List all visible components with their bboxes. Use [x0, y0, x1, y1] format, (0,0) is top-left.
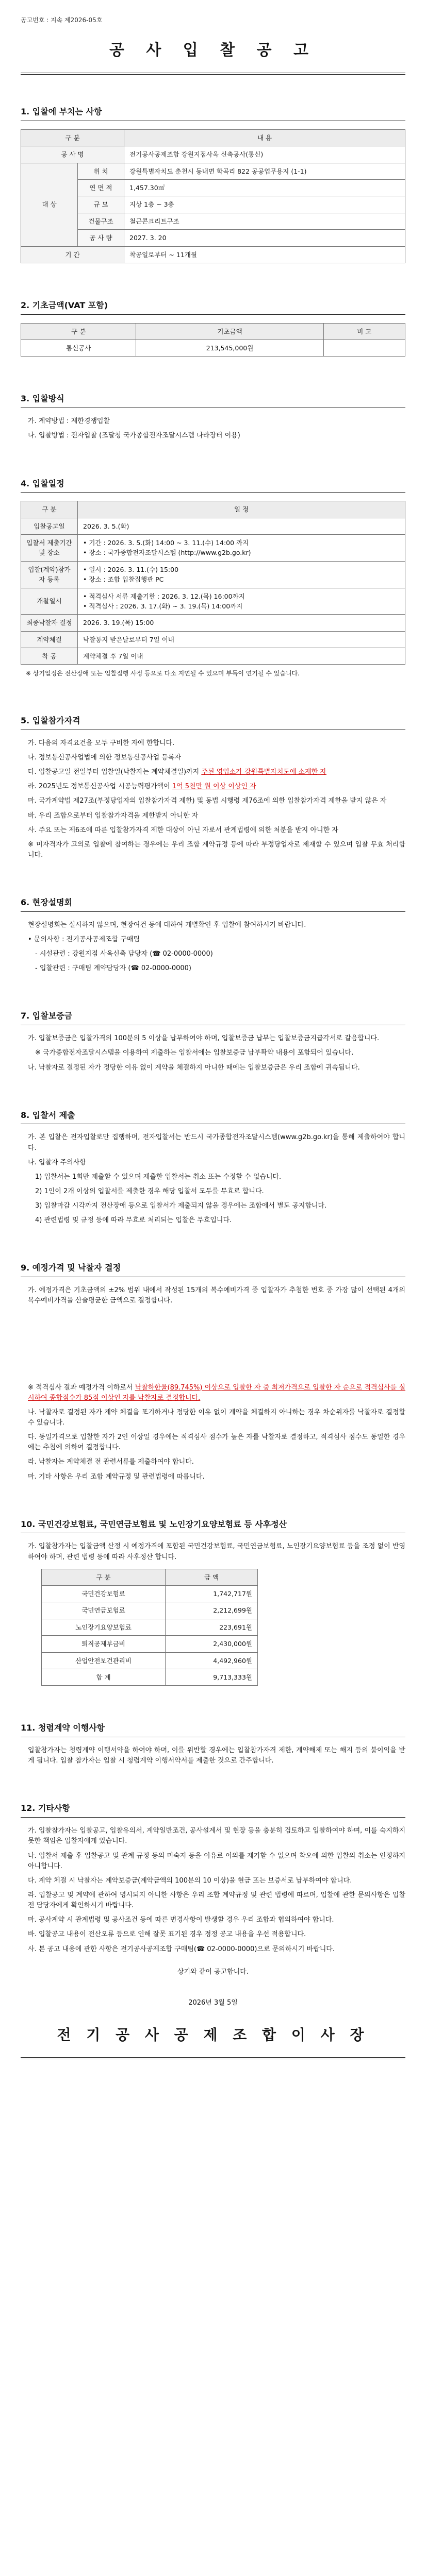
section-heading: 12. 기타사항: [21, 1803, 70, 1814]
list-item: 다. 동일가격으로 입찰한 자가 2인 이상일 경우에는 적격심사 점수가 높은 자를 낙찰자로 결정하고, 적격심사 점수도 동일한 경우에는 추첨에 의하여 결정합니다.: [28, 1433, 405, 1452]
list-item: 3) 입찰마감 시각까지 전산장애 등으로 입찰서가 제출되지 않을 경우에는 조합에서 별도 공지합니다.: [35, 1202, 327, 1210]
schedule-table: [21, 501, 405, 665]
list-item: 나. 정보통신공사업법에 의한 정보통신공사업 등록자: [28, 753, 181, 761]
list-item: [21, 1383, 405, 1403]
insurance-table: [41, 1569, 258, 1686]
list-item: 마. 국가계약법 제27조(부정당업자의 입찰참가자격 제한) 및 동법 시행령 제76조에 의한 입찰참가자격 제한을 받지 않은 자: [28, 797, 387, 805]
section-integrity: [21, 1722, 405, 1766]
sub-label: 규 모: [78, 196, 124, 213]
section-bid-submission: [21, 1109, 405, 1226]
list-item: ※ 미자격자가 고의로 입찰에 참여하는 경우에는 우리 조합 계약규정 등에 따라 부정당업자로 제재할 수 있으며 입찰 무효 처리합니다.: [28, 840, 405, 859]
section-heading: 6. 현장설명회: [21, 897, 73, 908]
row-amount: 213,545,000원: [136, 340, 323, 357]
sub-label: 건물구조: [78, 213, 124, 229]
list-item: 입찰참가자는 청렴계약 이행서약을 하여야 하며, 이를 위반할 경우에는 입찰참가자격 제한, 계약해제 또는 해지 등의 불이익을 받게 됩니다. 입찰 참가자는 입찰 시 청렴계약 이행서약서를 제출한 것으로 간주합니다.: [28, 1747, 405, 1765]
row-value: 착공일로부터 ~ 11개월: [124, 246, 405, 263]
list-item: 가. 다음의 자격요건을 모두 구비한 자에 한합니다.: [28, 739, 175, 747]
sub-value: 2027. 3. 20: [124, 230, 405, 246]
fee-total-label: 합 계: [42, 1669, 166, 1685]
schedule-note: ※ 상기일정은 전산장애 또는 입찰집행 사정 등으로 다소 지연될 수 있으며 부득이 연기될 수 있습니다.: [26, 670, 300, 677]
row-value: • 일시 : 2026. 3. 11.(수) 15:00 • 장소 : 조합 입찰집행관 PC: [78, 561, 405, 588]
list-item: 현장설명회는 실시하지 않으며, 현장여건 등에 대하여 개별확인 후 입찰에 참여하시기 바랍니다.: [28, 921, 306, 929]
table-header: 비 고: [323, 323, 405, 340]
list-item: ※ 국가종합전자조달시스템을 이용하여 제출하는 입찰서에는 입찰보증금 납부확약 내용이 포함되어 있습니다.: [35, 1049, 354, 1057]
row-value: • 적격심사 서류 제출기한 : 2026. 3. 12.(목) 16:00까지 • 적격심사 : 2026. 3. 17.(화) ~ 3. 19.(목) 14:00까지: [78, 588, 405, 615]
highlighted-text: 주된 영업소가 강원특별자치도에 소재한 자: [201, 768, 326, 776]
closing-text: 상기와 같이 공고합니다.: [177, 1968, 249, 1976]
table-header: 구 분: [21, 323, 136, 340]
sub-label: 공 사 량: [78, 230, 124, 246]
section-eligibility: [21, 715, 405, 860]
row-value: 계약체결 후 7일 이내: [78, 648, 405, 665]
section-heading: 7. 입찰보증금: [21, 1011, 73, 1021]
section-heading: 2. 기초금액(VAT 포함): [21, 300, 108, 310]
section-site-briefing: [21, 896, 405, 974]
sub-value: 지상 1층 ~ 3층: [124, 196, 405, 213]
list-item: [21, 767, 405, 777]
fee-amount: 1,742,717원: [166, 1586, 258, 1602]
list-item: 바. 입찰공고 내용이 전산오류 등으로 인해 잘못 표기된 경우 정정 공고 내용을 우선 적용합니다.: [28, 1930, 306, 1939]
page-title: 공 사 입 찰 공 고: [109, 41, 317, 59]
list-item: 2) 1인이 2개 이상의 입찰서를 제출한 경우 해당 입찰서 모두를 무효로 합니다.: [35, 1188, 264, 1196]
base-amount-table: [21, 323, 405, 357]
section-divider: [21, 314, 405, 315]
notice-number: 공고번호 : 지속 제2026-05호: [21, 16, 103, 24]
row-label: 착 공: [21, 648, 78, 665]
fee-label: 퇴직공제부금비: [42, 1636, 166, 1652]
notice-date: 2026년 3월 5일: [188, 1998, 238, 2007]
sub-label: 위 치: [78, 163, 124, 179]
section-heading: 4. 입찰일정: [21, 478, 64, 488]
section-insurance: [21, 1518, 405, 1686]
list-item: - 입찰관련 : 구매팀 계약담당자 (☎ 02-0000-0000): [35, 964, 191, 973]
table-header: 기초금액: [136, 323, 323, 340]
list-item: 라. 낙찰자는 계약체결 전 관련서류를 제출하여야 합니다.: [28, 1458, 194, 1466]
list-item: [21, 782, 405, 792]
list-item: 마. 기타 사항은 우리 조합 계약규정 및 관련법령에 따릅니다.: [28, 1472, 205, 1481]
list-item: 가. 입찰보증금은 입찰가격의 100분의 5 이상을 납부하여야 하며, 입찰보증금 납부는 입찰보증금지급각서로 갈음합니다.: [28, 1035, 380, 1043]
list-item: 나. 입찰자 주의사항: [28, 1158, 86, 1166]
blank-area: [21, 1311, 405, 1383]
list-item: 나. 입찰서 제출 후 입찰공고 및 관계 규정 등의 미숙지 등을 이유로 이의를 제기할 수 없으며 착오에 의한 입찰의 취소는 인정하지 아니합니다.: [28, 1852, 405, 1870]
section-divider: [21, 911, 405, 912]
list-item: 가. 계약방법 : 제한경쟁입찰: [28, 417, 110, 426]
list-item: 나. 입찰방법 : 전자입찰 (조달청 국가종합전자조달시스템 나라장터 이용): [28, 432, 240, 440]
row-value: 2026. 3. 5.(화): [78, 518, 405, 534]
section-bid-items: [21, 106, 405, 263]
list-item: 1) 입찰서는 1회만 제출할 수 있으며 제출한 입찰서는 취소 또는 수정할 수 없습니다.: [35, 1173, 282, 1181]
list-item: 가. 본 입찰은 전자입찰로만 집행하며, 전자입찰서는 반드시 국가종합전자조달시스템(www.g2b.go.kr)을 통해 제출하여야 합니다.: [28, 1133, 405, 1152]
fee-amount: 2,430,000원: [166, 1636, 258, 1652]
fee-total-amount: 9,713,333원: [166, 1669, 258, 1685]
row-label: 공 사 명: [21, 146, 124, 163]
row-value: • 기간 : 2026. 3. 5.(화) 14:00 ~ 3. 11.(수) 14:00 까지 • 장소 : 국가종합전자조달시스템 (http://www.g2b.go.kr): [78, 535, 405, 562]
list-item: - 시설관련 : 강원지점 사옥신축 담당자 (☎ 02-0000-0000): [35, 950, 213, 958]
sub-value: 강원특별자치도 춘천시 동내면 학곡리 822 공공업무용지 (1-1): [124, 163, 405, 179]
list-item: 사. 주요 또는 제6조에 따른 입찰참가자격 제한 대상이 아닌 자로서 관계법령에 의한 처분을 받지 아니한 자: [28, 826, 338, 834]
table-header: 금 액: [166, 1569, 258, 1585]
fee-amount: 4,492,960원: [166, 1652, 258, 1669]
fee-label: 국민연금보험료: [42, 1602, 166, 1619]
row-label: 계약체결: [21, 631, 78, 648]
list-item: 나. 낙찰자로 결정된 자가 정당한 이유 없이 계약을 체결하지 아니한 때에는 입찰보증금은 우리 조합에 귀속됩니다.: [28, 1063, 360, 1072]
row-label: 통신공사: [21, 340, 136, 357]
table-header: 일 정: [78, 501, 405, 518]
section-divider: [21, 1817, 405, 1818]
table-header: 내 용: [124, 129, 405, 146]
list-item: 4) 관련법령 및 규정 등에 따라 무효로 처리되는 입찰은 무효입니다.: [35, 1216, 232, 1225]
fee-label: 노인장기요양보험료: [42, 1619, 166, 1635]
highlighted-text: 1억 5천만 원 이상 이상인 자: [172, 783, 256, 791]
row-label: 기 간: [21, 246, 124, 263]
row-value: 2026. 3. 19.(목) 15:00: [78, 615, 405, 631]
sub-value: 1,457.30㎡: [124, 180, 405, 196]
section-heading: 9. 예정가격 및 낙찰자 결정: [21, 1263, 121, 1273]
list-item: 가. 입찰참가자는 입찰공고, 입찰유의서, 계약일반조건, 공사설계서 및 현장 등을 충분히 검토하고 입찰하여야 하며, 이를 숙지하지 못한 책임은 입찰자에게 있습니다.: [28, 1827, 405, 1845]
fee-label: 국민건강보험료: [42, 1586, 166, 1602]
section-schedule: [21, 478, 405, 679]
item-text: 라. 2025년도 정보통신공사업 시공능력평가액이: [28, 783, 172, 791]
list-item: 가. 예정가격은 기초금액의 ±2% 범위 내에서 작성된 15개의 복수예비가격 중 입찰자가 추첨한 번호 중 가장 많이 선택된 4개의 복수예비가격을 산술평균한 금액으로 결정합니다.: [28, 1286, 405, 1305]
highlighted-text: 낙찰하한율(89.745%) 이상으로 입찰한 자 중 최저가격으로 입찰한 자 순으로 적격심사를 실시하여 종합점수가 85점 이상인 자를 낙찰자로 결정합니다.: [28, 1383, 405, 1402]
list-item: 라. 입찰공고 및 계약에 관하여 명시되지 아니한 사항은 우리 조합 계약규정 및 관련 법령에 따르며, 입찰에 관한 문의사항은 입찰 전 담당자에게 확인하시기 바랍니다.: [28, 1891, 405, 1910]
fee-amount: 2,212,699원: [166, 1602, 258, 1619]
row-label: 입찰서 제출기간 및 장소: [21, 535, 78, 562]
section-divider: [21, 492, 405, 493]
title-divider: [21, 73, 405, 75]
fee-label: 산업안전보건관리비: [42, 1652, 166, 1669]
list-item: 다. 계약 체결 시 낙찰자는 계약보증금(계약금액의 100분의 10 이상)을 현금 또는 보증서로 납부하여야 합니다.: [28, 1876, 352, 1885]
bid-items-table: [21, 129, 405, 263]
section-bid-bond: [21, 1010, 405, 1073]
sub-label: 연 면 적: [78, 180, 124, 196]
list-item: 나. 낙찰자로 결정된 자가 계약 체결을 포기하거나 정당한 이유 없이 계약을 체결하지 아니하는 경우 차순위자를 낙찰자로 결정할 수 있습니다.: [28, 1408, 405, 1427]
section-heading: 3. 입찰방식: [21, 394, 64, 404]
row-label: 입찰공고일: [21, 518, 78, 534]
section-heading: 8. 입찰서 제출: [21, 1110, 75, 1120]
section-misc: [21, 1802, 405, 1977]
section-heading: 10. 국민건강보험료, 국민연금보험료 및 노인장기요양보험료 등 사후정산: [21, 1519, 287, 1529]
section-bid-method: [21, 393, 405, 441]
fee-amount: 223,691원: [166, 1619, 258, 1635]
section-award: [21, 1262, 405, 1482]
item-text: 다. 입찰공고일 전일부터 입찰일(낙찰자는 계약체결일)까지: [28, 768, 202, 776]
list-item: 가. 입찰참가자는 입찰금액 산정 시 예정가격에 포함된 국민건강보험료, 국민연금보험료, 노인장기요양보험료 등을 조정 없이 반영하여야 하며, 관련 법령 등에 따라 사후정산 합니다.: [28, 1543, 405, 1561]
list-item: • 문의사항 : 전기공사공제조합 구매팀: [28, 936, 140, 944]
row-label: 입찰(계약)참가 자 등록: [21, 561, 78, 588]
row-note: [323, 340, 405, 357]
footer-divider: [21, 2057, 405, 2059]
list-item: 사. 본 공고 내용에 관한 사항은 전기공사공제조합 구매팀(☎ 02-0000-0000)으로 문의하시기 바랍니다.: [28, 1945, 335, 1953]
row-label: 대 상: [21, 163, 78, 246]
list-item: 바. 우리 조합으로부터 입찰참가자격을 제한받지 아니한 자: [28, 811, 199, 820]
row-label: 최종낙찰자 결정: [21, 615, 78, 631]
issuer-name: 전 기 공 사 공 제 조 합 이 사 장: [57, 2026, 369, 2043]
table-header: 구 분: [21, 501, 78, 518]
list-item: 마. 공사계약 시 관계법령 및 공사조건 등에 따른 변경사항이 발생할 경우 우리 조합과 협의하여야 합니다.: [28, 1916, 334, 1924]
sub-value: 철근콘크리트구조: [124, 213, 405, 229]
section-heading: 1. 입찰에 부치는 사항: [21, 107, 102, 117]
row-label: 개찰일시: [21, 588, 78, 615]
section-base-amount: [21, 299, 405, 357]
row-value: 전기공사공제조합 강원지점사옥 신축공사(통신): [124, 146, 405, 163]
item-text: ※ 적격심사 결과 예정가격 이하로서: [28, 1383, 135, 1392]
table-header: 구 분: [21, 129, 124, 146]
section-heading: 11. 청렴계약 이행사항: [21, 1723, 105, 1733]
section-heading: 5. 입찰참가자격: [21, 716, 80, 726]
table-header: 구 분: [42, 1569, 166, 1585]
row-value: 낙찰통지 받은날로부터 7일 이내: [78, 631, 405, 648]
